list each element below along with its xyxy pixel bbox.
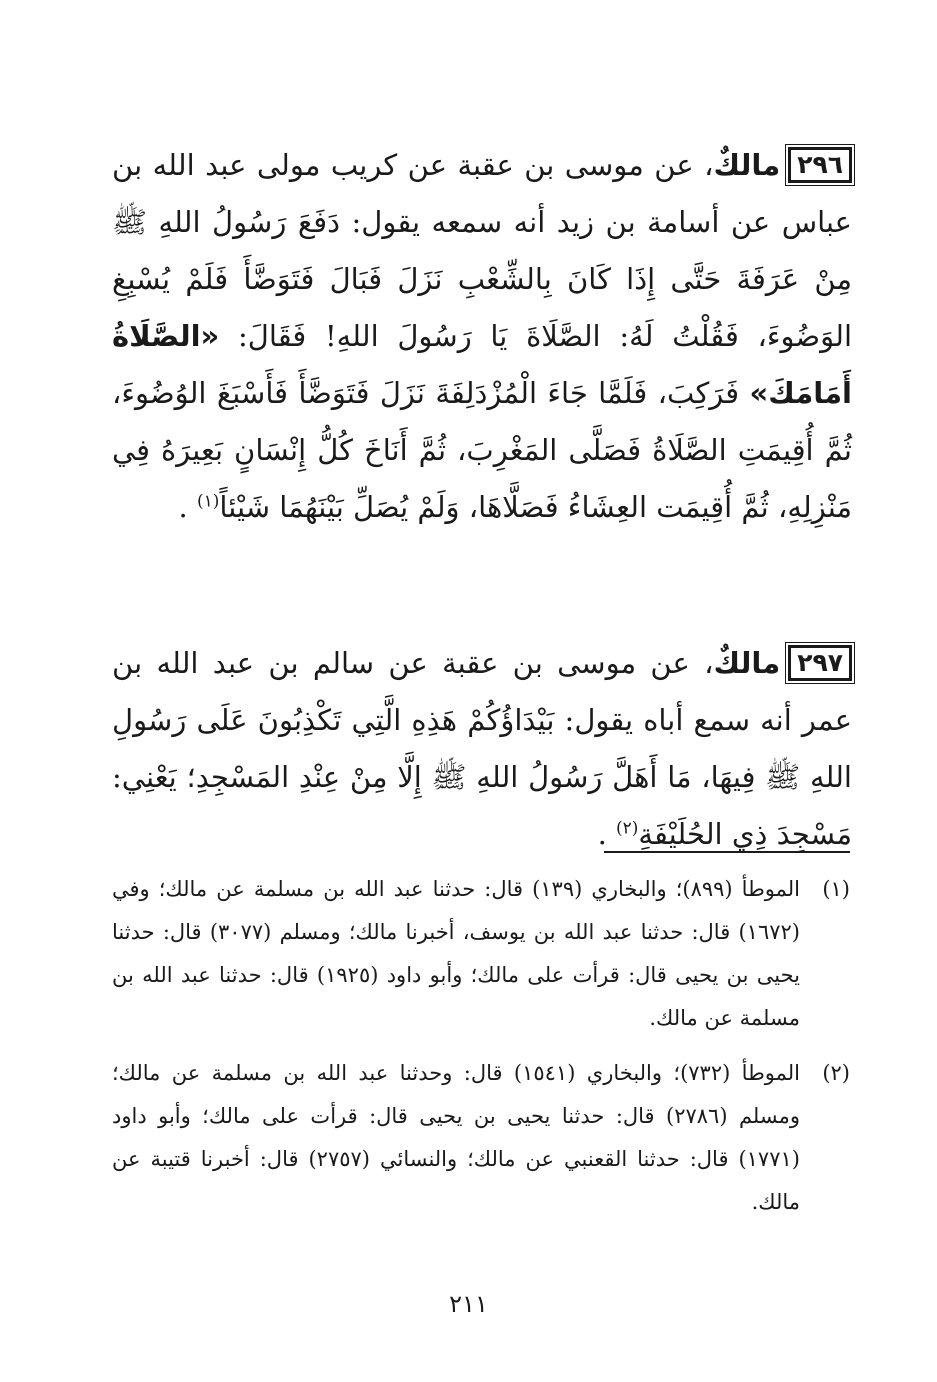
footnotes	[112, 868, 850, 1236]
footnote-ref: (٢)	[616, 818, 639, 839]
footnote-number: (١)	[822, 877, 850, 901]
hadith-296	[112, 137, 852, 536]
prophetic-quote: «الصَّلَاةُ أَمَامَكَ»	[112, 319, 852, 410]
hadith-text: ، عن موسى بن عقبة عن كريب مولى عبد الله بن عباس عن أسامة بن زيد أنه سمعه يقول: دَفَعَ رَسُولُ اللهِ ﷺ مِنْ عَرَفَةَ حَتَّى إِذَا كَانَ بِالشِّعْبِ نَزَلَ فَبَالَ فَتَوَضَّأَ فَلَمْ يُسْبِغِ الوَضُوءَ، فَقُلْتُ لَهُ: الصَّلَاةَ يَا رَسُولَ اللهِ! فَقَالَ:	[112, 148, 853, 353]
hadith-end: .	[178, 490, 188, 524]
footnote-ref: (١)	[196, 491, 220, 512]
hadith-number-badge: ٢٩٦	[788, 147, 852, 183]
footnote-item	[112, 1052, 850, 1224]
page-number: ٢١١	[449, 1290, 488, 1318]
hadith-297	[112, 635, 852, 863]
hadith-text-continued: فَرَكِبَ، فَلَمَّا جَاءَ الْمُزْدَلِفَةَ نَزَلَ فَتَوَضَّأَ فَأَسْبَغَ الوُضُوءَ، ثُمَّ أُقِيمَتِ الصَّلَاةُ فَصَلَّى المَغْرِبَ، ثُمَّ أَنَاخَ كُلُّ إِنْسَانٍ بَعِيرَهُ فِي مَنْزِلِهِ، ثُمَّ أُقِيمَت العِشَاءُ فَصَلَّاهَا، وَلَمْ يُصَلِّ بَيْنَهُمَا شَيْئاً	[112, 376, 852, 524]
hadith-end: .	[597, 817, 607, 851]
hadith-number-badge: ٢٩٧	[788, 645, 852, 681]
footnote-number: (٢)	[822, 1061, 850, 1085]
footnote-text: الموطأ (٧٣٢)؛ والبخاري (١٥٤١) قال: وحدثنا عبد الله بن مسلمة عن مالك؛ ومسلم (٢٧٨٦) قال: حدثنا يحيى بن يحيى قال: قرأت على مالك؛ وأبو داود (١٧٧١) قال: حدثنا القعنبي عن مالك؛ والنسائي (٢٧٥٧) قال: أخبرنا قتيبة عن مالك.	[112, 1061, 801, 1214]
hadith-text: ، عن موسى بن عقبة عن سالم بن عبد الله بن عمر أنه سمع أباه يقول: بَيْدَاؤُكُمْ هَذِهِ الَّتِي تَكْذِبُونَ عَلَى رَسُولِ اللهِ ﷺ فِيهَا، مَا أَهَلَّ رَسُولُ اللهِ ﷺ إِلَّا مِنْ عِنْدِ المَسْجِدِ؛ يَعْنِي: مَسْجِدَ ذِي الحُلَيْفَةِ	[112, 646, 852, 851]
footnote-item	[112, 868, 850, 1040]
narrator-name: مالكٌ	[713, 646, 781, 680]
narrator-name: مالكٌ	[713, 148, 781, 182]
footnote-text: الموطأ (٨٩٩)؛ والبخاري (١٣٩) قال: حدثنا عبد الله بن مسلمة عن مالك؛ وفي (١٦٧٢) قال: حدثنا عبد الله بن يوسف، أخبرنا مالك؛ ومسلم (٣٠٧٧) قال: حدثنا يحيى بن يحيى قال: قرأت على مالك؛ وأبو داود (١٩٢٥) قال: حدثنا عبد الله بن مسلمة عن مالك.	[112, 877, 801, 1030]
footnote-divider	[604, 851, 850, 853]
